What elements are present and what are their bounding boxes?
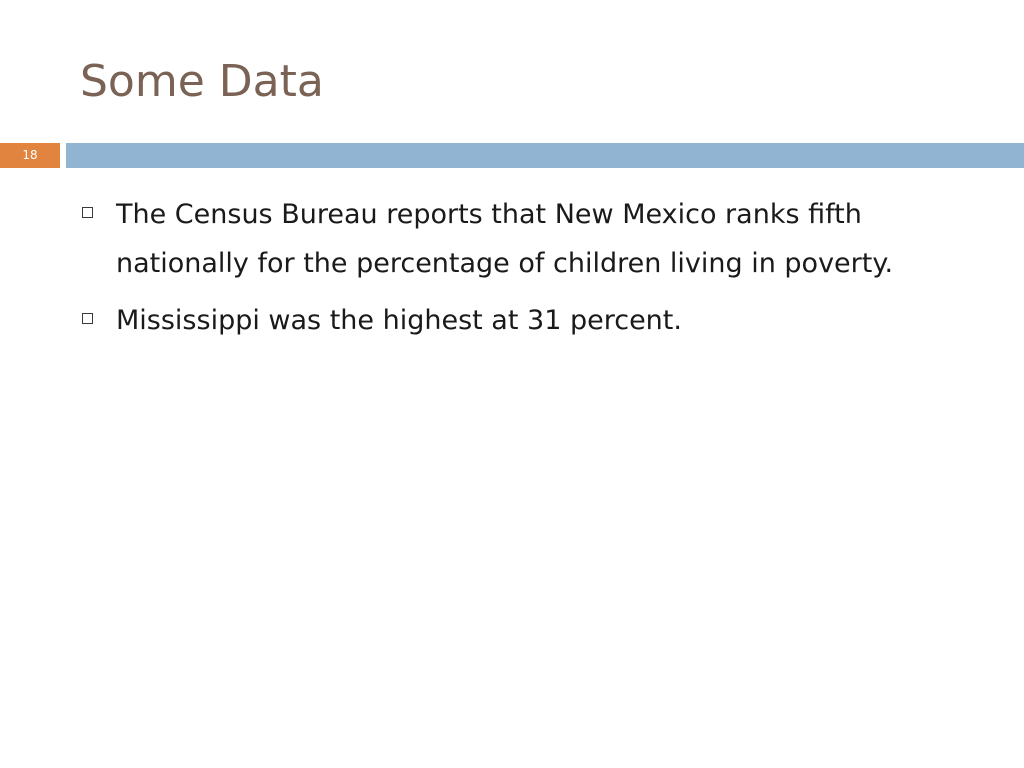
hollow-square-bullet-icon	[82, 313, 93, 324]
bullet-list	[82, 190, 982, 353]
hollow-square-bullet-icon	[82, 207, 93, 218]
bullet-item	[82, 190, 982, 288]
bullet-text: The Census Bureau reports that New Mexico ranks fifth nationally for the percentage of children living in poverty.	[116, 199, 894, 279]
bullet-text: Mississippi was the highest at 31 percent.	[116, 305, 682, 336]
bullet-item	[82, 296, 982, 345]
slide-number: 18	[0, 143, 60, 168]
slide-title: Some Data	[80, 56, 324, 107]
accent-bar	[66, 143, 1024, 168]
